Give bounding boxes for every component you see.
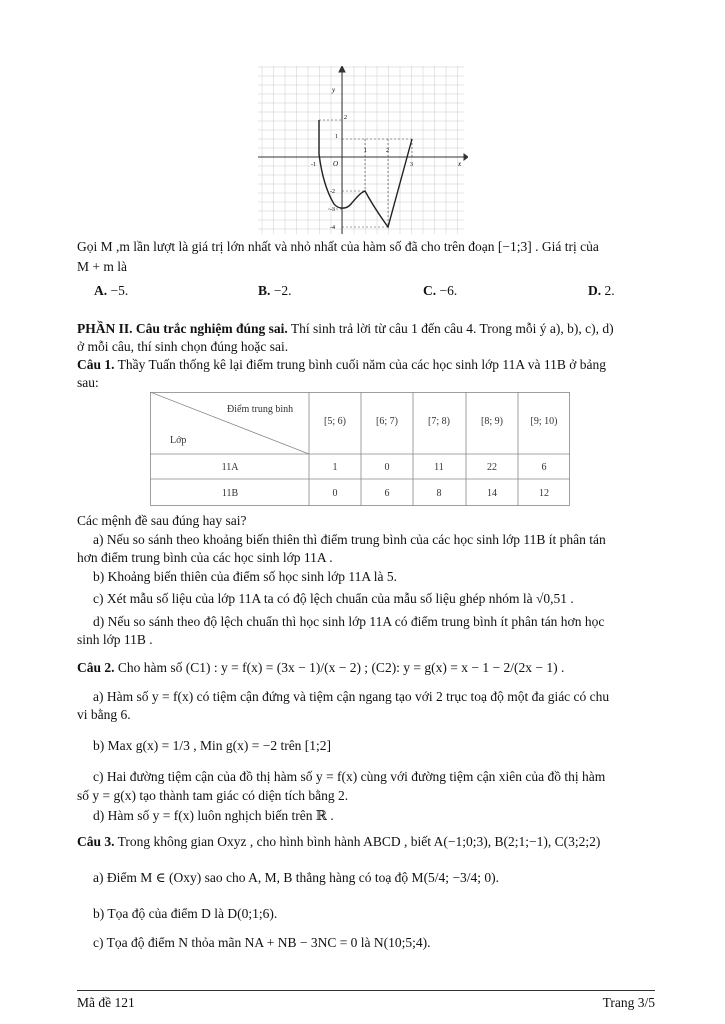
table-col-2: [6; 7) bbox=[376, 416, 398, 427]
y-tick-2: 2 bbox=[344, 115, 347, 121]
grade-table bbox=[150, 392, 570, 506]
q1-stem: Câu 1. Thầy Tuấn thống kê lại điểm trung bình cuối năm của các học sinh lớp 11A và 11B ở bảng bbox=[77, 357, 606, 372]
graph-axes bbox=[258, 66, 468, 234]
q3-statement-a: a) Điểm M ∈ (Oxy) sao cho A, M, B thẳng hàng có toạ độ M(5/4; −3/4; 0). bbox=[93, 870, 500, 885]
table-col-3: [7; 8) bbox=[428, 416, 450, 427]
table-row-11a-name: 11A bbox=[221, 462, 239, 473]
q2-statement-c: c) Hai đường tiệm cận của đồ thị hàm số y = f(x) cùng với đường tiệm cận xiên của đồ thị hàm bbox=[93, 769, 606, 784]
y-tick-neg2: -2 bbox=[330, 189, 335, 195]
y-tick-1: 1 bbox=[335, 134, 338, 140]
table-cell: 6 bbox=[384, 488, 390, 499]
table-corner-top: Điểm trung bình bbox=[227, 404, 294, 415]
table-col-4: [8; 9) bbox=[481, 416, 503, 427]
x-tick-neg1: -1 bbox=[311, 162, 316, 168]
q3-statement-c: c) Tọa độ điểm N thỏa mãn NA + NB − 3NC = 0 là N(10;5;4). bbox=[93, 935, 431, 950]
q1-statement-b: b) Khoảng biến thiên của điểm số học sinh lớp 11A là 5. bbox=[93, 569, 397, 584]
choice-c[interactable]: C. −6. bbox=[423, 283, 458, 298]
q1-statement-c: c) Xét mẫu số liệu của lớp 11A ta có độ lệch chuẩn của mẫu số liệu ghép nhóm là √0,51 . bbox=[93, 591, 574, 606]
table-cell: 11 bbox=[434, 462, 444, 473]
table-cell: 0 bbox=[332, 488, 338, 499]
q3-label: Câu 3. bbox=[77, 834, 115, 849]
table-corner-bottom: Lớp bbox=[170, 435, 187, 446]
footer-page-number: Trang 3/5 bbox=[602, 995, 655, 1010]
x-tick-3: 3 bbox=[410, 162, 413, 168]
choice-b[interactable]: B. −2. bbox=[258, 283, 292, 298]
q2-statement-a-cont: vi bằng 6. bbox=[77, 707, 131, 722]
y-tick-neg4: -4 bbox=[330, 225, 335, 231]
choice-a[interactable]: A. −5. bbox=[94, 283, 129, 298]
x-tick-2: 2 bbox=[386, 148, 389, 154]
q1-statement-a: a) Nếu so sánh theo khoảng biến thiên thì điểm trung bình của các học sinh lớp 11B ít phân tán bbox=[93, 532, 606, 547]
table-cell: 14 bbox=[487, 488, 497, 499]
prev-question-line1: Gọi M ,m lần lượt là giá trị lớn nhất và nhỏ nhất của hàm số đã cho trên đoạn [−1;3] . Giá trị của bbox=[77, 239, 599, 254]
q1-statement-d-cont: sinh lớp 11B . bbox=[77, 632, 153, 647]
x-axis-arrow bbox=[464, 154, 468, 160]
part2-intro-line2: ở mỗi câu, thí sinh chọn đúng hoặc sai. bbox=[77, 339, 289, 354]
q2-stem: Câu 2. Cho hàm số (C1) : y = f(x) = (3x − 1)/(x − 2) ; (C2): y = g(x) = x − 1 − 2/(2x − 1) . bbox=[77, 660, 565, 675]
q2-statement-a: a) Hàm số y = f(x) có tiệm cận đứng và tiệm cận ngang tạo với 2 trục toạ độ một đa giác có chu bbox=[93, 689, 610, 704]
footer-exam-code: Mã đề 121 bbox=[77, 995, 135, 1010]
q1-prompt: Các mệnh đề sau đúng hay sai? bbox=[77, 513, 247, 528]
table-col-1: [5; 6) bbox=[324, 416, 346, 427]
function-graph-figure bbox=[258, 66, 468, 234]
table-cell: 8 bbox=[436, 488, 442, 499]
q1-stem-line2: sau: bbox=[77, 375, 99, 390]
graph-grid bbox=[258, 66, 464, 234]
table-cell: 0 bbox=[384, 462, 390, 473]
part2-heading: PHẦN II. Câu trắc nghiệm đúng sai. bbox=[77, 321, 288, 336]
y-tick-neg3: -3 bbox=[330, 207, 335, 213]
graph-y-label: y bbox=[332, 86, 336, 94]
footer-divider bbox=[77, 990, 655, 991]
graph-origin-label: O bbox=[333, 160, 339, 168]
choice-d[interactable]: D. 2. bbox=[588, 283, 615, 298]
table-cell: 12 bbox=[539, 488, 549, 499]
table-cell: 6 bbox=[541, 462, 547, 473]
q1-statement-a-cont: hơn điểm trung bình của các học sinh lớp 11A . bbox=[77, 550, 333, 565]
q2-statement-b: b) Max g(x) = 1/3 , Min g(x) = −2 trên [1;2] bbox=[93, 738, 332, 753]
q2-label: Câu 2. bbox=[77, 660, 115, 675]
table-cell: 1 bbox=[332, 462, 338, 473]
x-tick-1: 1 bbox=[364, 148, 367, 154]
q2-statement-d: d) Hàm số y = f(x) luôn nghịch biến trên ℝ . bbox=[93, 808, 334, 823]
table-col-5: [9; 10) bbox=[530, 416, 558, 427]
q3-statement-b: b) Tọa độ của điểm D là D(0;1;6). bbox=[93, 906, 278, 921]
prev-question-line2: M + m là bbox=[77, 259, 127, 274]
part2-intro: PHẦN II. Câu trắc nghiệm đúng sai. Thí sinh trả lời từ câu 1 đến câu 4. Trong mỗi ý a), b), c), d) bbox=[77, 321, 614, 336]
table-row-11b-name: 11B bbox=[221, 488, 239, 499]
graph-x-label: x bbox=[458, 160, 462, 168]
q1-statement-d: d) Nếu so sánh theo độ lệch chuẩn thì học sinh lớp 11A có điểm trung bình ít phân tán hơn học bbox=[93, 614, 605, 629]
table-cell: 22 bbox=[487, 462, 497, 473]
q1-label: Câu 1. bbox=[77, 357, 115, 372]
q2-statement-c-cont: số y = g(x) tạo thành tam giác có diện tích bằng 2. bbox=[77, 788, 349, 803]
q3-stem: Câu 3. Trong không gian Oxyz , cho hình bình hành ABCD , biết A(−1;0;3), B(2;1;−1), C(3;2;2) bbox=[77, 834, 601, 849]
